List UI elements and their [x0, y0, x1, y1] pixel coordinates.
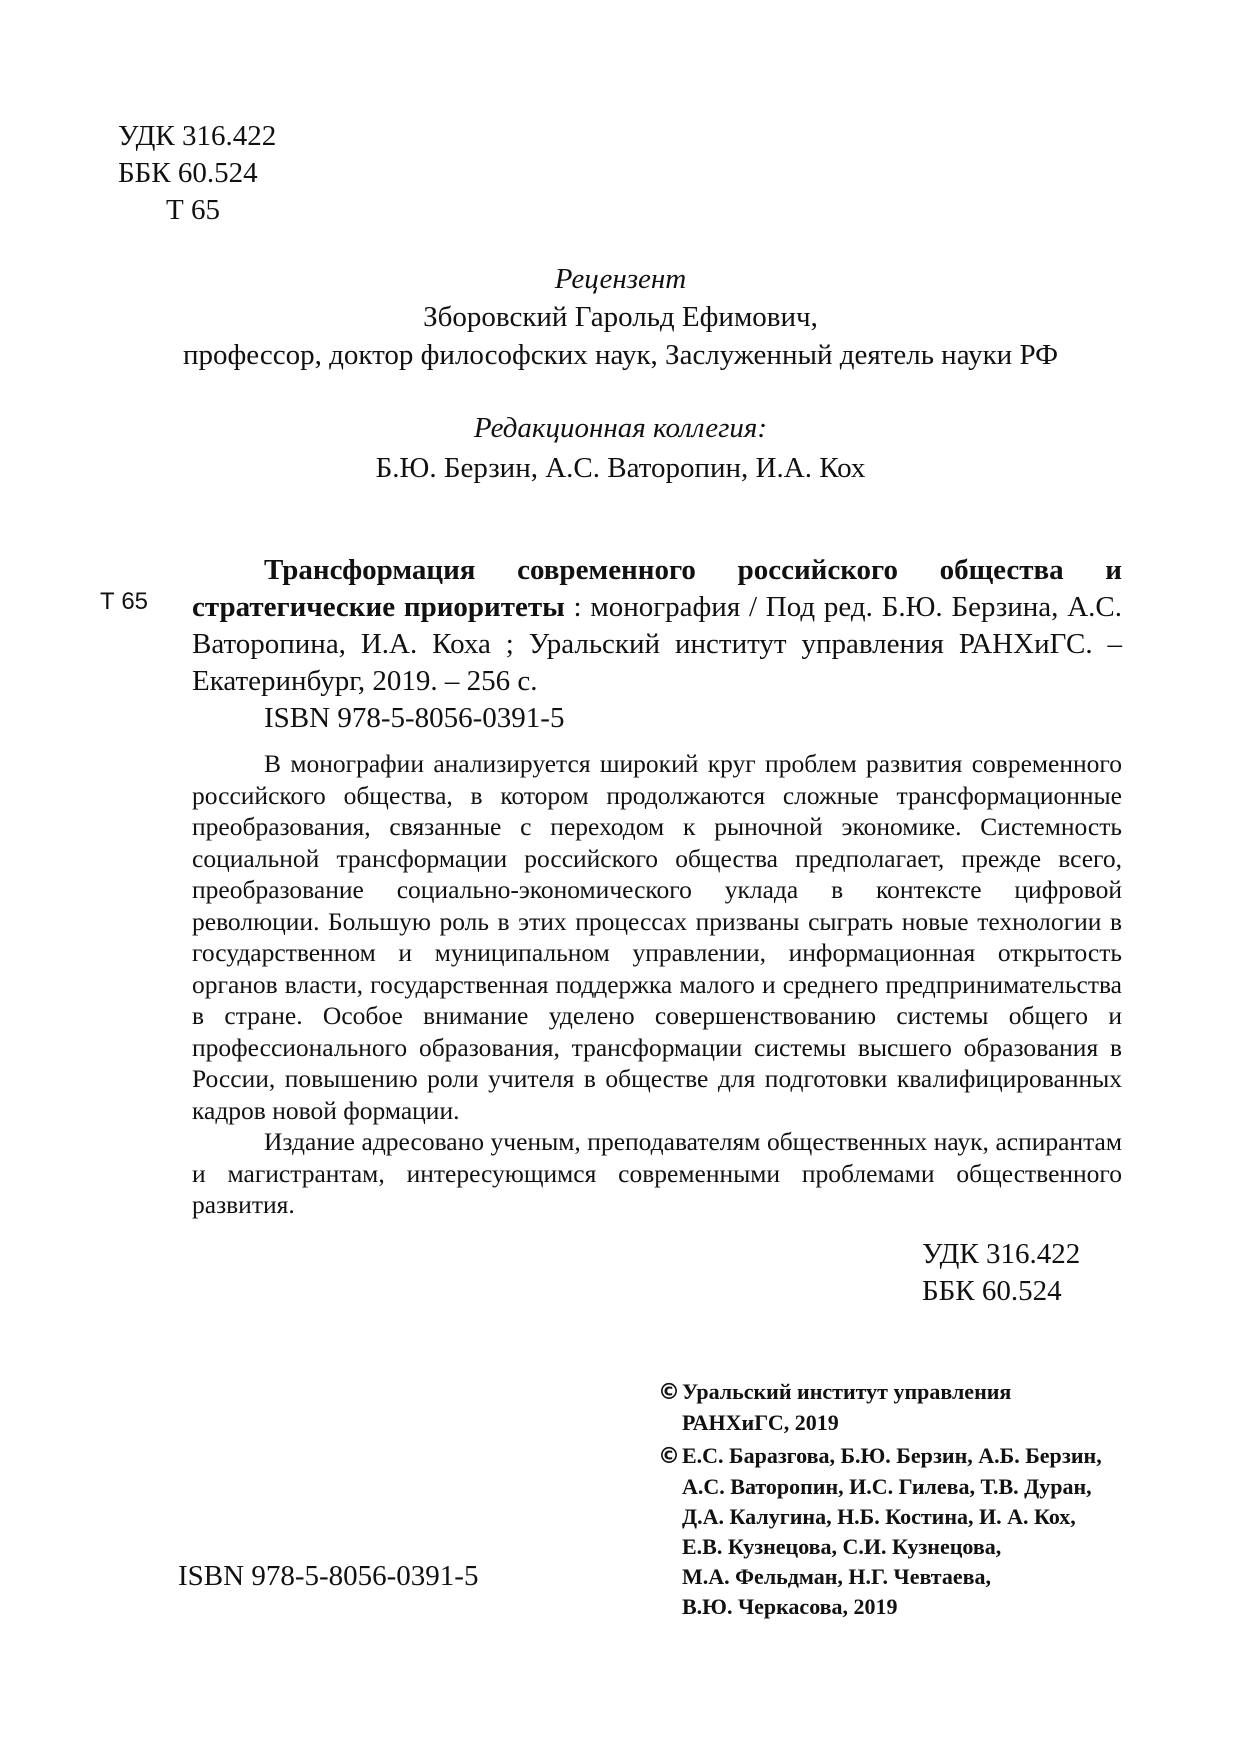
- abstract-paragraph: Издание адресовано ученым, преподавателям общественных наук, аспирантам и магистрантам, интересующимся современными проблемами общественного развития.: [192, 1127, 1122, 1219]
- copyright-author-line: В.Ю. Черкасова, 2019: [682, 1594, 898, 1619]
- copyright-institute: [658, 1377, 1128, 1438]
- book-title: Трансформация современного российского общества и стратегические приоритеты: [192, 554, 1122, 623]
- editorial-board-label: Редакционная коллегия:: [473, 412, 768, 444]
- bibliographic-record: [192, 552, 1122, 737]
- abstract: [192, 748, 1122, 1221]
- copyright-institute-line: РАНХиГС, 2019: [682, 1410, 839, 1435]
- isbn: ISBN 978-5-8056-0391-5: [178, 1560, 479, 1592]
- bbk-code: ББК 60.524: [118, 157, 258, 189]
- copyright-author-line: Е.В. Кузнецова, С.И. Кузнецова,: [682, 1534, 1002, 1559]
- copyright-author-line: А.С. Ваторопин, И.С. Гилева, Т.В. Дуран,: [682, 1474, 1092, 1499]
- udk-code: УДК 316.422: [922, 1238, 1081, 1270]
- reviewer-label: Рецензент: [554, 263, 687, 295]
- copyright-icon: ©: [658, 1444, 680, 1469]
- copyright-author-line: М.А. Фельдман, Н.Г. Чевтаева,: [682, 1564, 992, 1589]
- reviewer-name: Зборовский Гарольд Ефимович,: [423, 301, 818, 333]
- copyright-author-line: Е.С. Баразгова, Б.Ю. Берзин, А.Б. Берзин,: [682, 1443, 1102, 1468]
- copyright-author-line: Д.А. Калугина, Н.Б. Костина, И. А. Кох,: [682, 1504, 1076, 1529]
- copyright-icon: ©: [658, 1380, 680, 1405]
- reviewer-credentials: профессор, доктор философских наук, Заслуженный деятель науки РФ: [182, 339, 1058, 371]
- author-mark: Т 65: [166, 194, 220, 226]
- bbk-code: ББК 60.524: [922, 1275, 1062, 1307]
- bibliographic-details: : монография / Под ред. Б.Ю. Берзина, А.С. Ваторопина, И.А. Коха ; Уральский институт управления РАНХиГС. – Екатеринбург, 2019. – 256 с.: [192, 591, 1122, 697]
- bibliographic-entry: [192, 552, 1122, 700]
- reviewer-section: [0, 260, 1241, 374]
- classification-codes-top: [118, 118, 276, 229]
- copyright-institute-line: Уральский институт управления: [682, 1379, 1012, 1404]
- editorial-board-section: [0, 408, 1241, 488]
- side-author-mark: Т 65: [100, 588, 149, 615]
- copyright-notices: [658, 1377, 1128, 1625]
- udk-code: УДК 316.422: [118, 120, 277, 152]
- classification-codes-bottom: [922, 1236, 1080, 1310]
- editorial-board-members: Б.Ю. Берзин, А.С. Ваторопин, И.А. Кох: [375, 452, 866, 484]
- bibliographic-isbn: ISBN 978-5-8056-0391-5: [264, 702, 565, 734]
- abstract-paragraph: В монографии анализируется широкий круг проблем развития современного российского общества, в котором продолжаются сложные трансформационные преобразования, связанные с переходом к рыночной экономике. Системность социальной трансформации российского общества предполагает, прежде всего, преобразование социально-экономического уклада в контексте цифровой революции. Большую роль в этих процессах призваны сыграть новые технологии в государственном и муниципальном управлении, информационная открытость органов власти, государственная поддержка малого и среднего предпринимательства в стране. Особое внимание уделено совершенствованию системы общего и профессионального образования, трансформации системы высшего образования в России, повышению роли учителя в обществе для подготовки квалифицированных кадров новой формации.: [192, 749, 1122, 1125]
- copyright-authors: [658, 1441, 1128, 1622]
